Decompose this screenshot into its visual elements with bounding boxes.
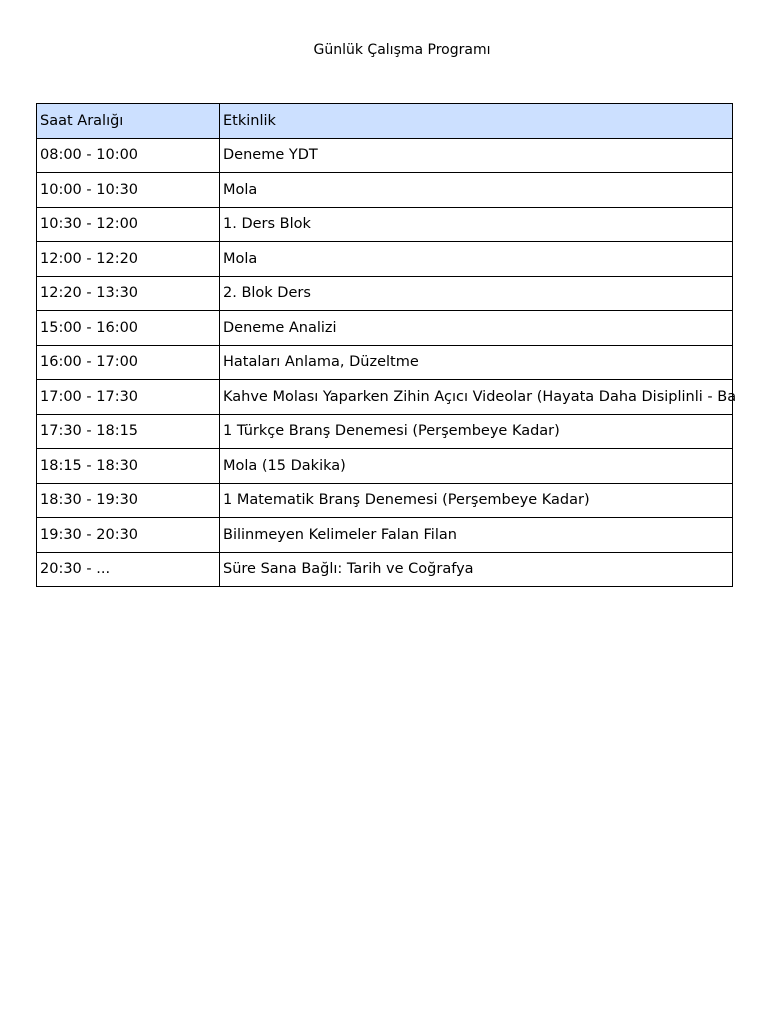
header-activity: Etkinlik	[220, 104, 733, 139]
cell-activity: Hataları Anlama, Düzeltme	[220, 345, 733, 380]
cell-time-range: 17:30 - 18:15	[37, 414, 220, 449]
table-row	[37, 311, 733, 346]
cell-activity: 1 Türkçe Branş Denemesi (Perşembeye Kadar)	[220, 414, 733, 449]
cell-time-range: 19:30 - 20:30	[37, 518, 220, 553]
cell-activity: Mola	[220, 242, 733, 277]
cell-activity: Deneme Analizi	[220, 311, 733, 346]
cell-time-range: 18:15 - 18:30	[37, 449, 220, 484]
document-title: Günlük Çalışma Programı	[313, 42, 491, 58]
cell-time-range: 16:00 - 17:00	[37, 345, 220, 380]
cell-activity: Mola (15 Dakika)	[220, 449, 733, 484]
table-row	[37, 518, 733, 553]
table-row	[37, 414, 733, 449]
table-row	[37, 138, 733, 173]
table-row	[37, 173, 733, 208]
cell-activity: Mola	[220, 173, 733, 208]
table-row	[37, 449, 733, 484]
cell-activity: Kahve Molası Yaparken Zihin Açıcı Videolar (Hayata Daha Disiplinli - Ba	[220, 380, 733, 415]
cell-time-range: 20:30 - ...	[37, 552, 220, 587]
cell-time-range: 15:00 - 16:00	[37, 311, 220, 346]
cell-time-range: 18:30 - 19:30	[37, 483, 220, 518]
table-row	[37, 207, 733, 242]
table-row	[37, 276, 733, 311]
cell-activity: 1. Ders Blok	[220, 207, 733, 242]
cell-time-range: 12:00 - 12:20	[37, 242, 220, 277]
cell-activity: Süre Sana Bağlı: Tarih ve Coğrafya	[220, 552, 733, 587]
table-header-row	[37, 104, 733, 139]
cell-activity: Bilinmeyen Kelimeler Falan Filan	[220, 518, 733, 553]
table-row	[37, 242, 733, 277]
cell-time-range: 17:00 - 17:30	[37, 380, 220, 415]
cell-activity: 2. Blok Ders	[220, 276, 733, 311]
cell-time-range: 10:30 - 12:00	[37, 207, 220, 242]
table-body	[37, 138, 737, 587]
cell-time-range: 12:20 - 13:30	[37, 276, 220, 311]
schedule-table	[36, 103, 737, 587]
table-row	[37, 483, 733, 518]
cell-time-range: 08:00 - 10:00	[37, 138, 220, 173]
cell-activity: Deneme YDT	[220, 138, 733, 173]
cell-time-range: 10:00 - 10:30	[37, 173, 220, 208]
cell-activity: 1 Matematik Branş Denemesi (Perşembeye Kadar)	[220, 483, 733, 518]
table-row	[37, 380, 733, 415]
table-row	[37, 552, 733, 587]
table-row	[37, 345, 733, 380]
header-time-range: Saat Aralığı	[37, 104, 220, 139]
